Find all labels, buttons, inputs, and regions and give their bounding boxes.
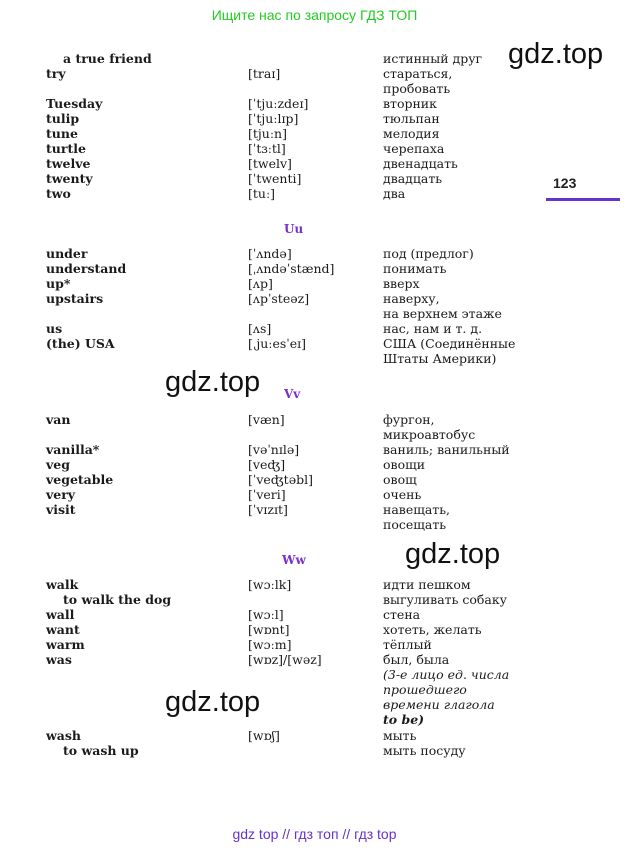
entry-meaning: навещать, bbox=[383, 502, 450, 517]
entry-word: under bbox=[46, 246, 88, 261]
entry-transcription: [ʌp] bbox=[248, 276, 273, 291]
entry-word: to walk the dog bbox=[63, 592, 172, 607]
entry-transcription: [ʌpˈsteəz] bbox=[248, 291, 310, 306]
dictionary-entry bbox=[0, 457, 560, 472]
entry-meaning: наверху, bbox=[383, 291, 440, 306]
entry-transcription: [ˈʌndə] bbox=[248, 246, 292, 261]
entry-meaning: овощ bbox=[383, 472, 417, 487]
entry-word: us bbox=[46, 321, 63, 336]
entry-meaning: времени глагола bbox=[383, 697, 495, 712]
dictionary-entry bbox=[0, 412, 560, 427]
entry-meaning: истинный друг bbox=[383, 51, 483, 66]
entry-transcription: [ˈveri] bbox=[248, 487, 286, 502]
entry-transcription: [ˈtjuːlɪp] bbox=[248, 111, 299, 126]
entry-word: walk bbox=[46, 577, 79, 592]
entry-word: a true friend bbox=[63, 51, 152, 66]
entry-transcription: [wɒz]/[wəz] bbox=[248, 652, 322, 667]
dictionary-entry bbox=[0, 607, 560, 622]
entry-meaning: вверх bbox=[383, 276, 420, 291]
entry-meaning: тюльпан bbox=[383, 111, 440, 126]
entry-word: very bbox=[46, 487, 76, 502]
entry-transcription: [ˈtwenti] bbox=[248, 171, 302, 186]
entry-meaning: хотеть, желать bbox=[383, 622, 482, 637]
entry-transcription: [vəˈnɪlə] bbox=[248, 442, 300, 457]
entry-word: upstairs bbox=[46, 291, 104, 306]
entry-meaning: прошедшего bbox=[383, 682, 467, 697]
dictionary-entry bbox=[0, 141, 560, 156]
entry-meaning: черепаха bbox=[383, 141, 445, 156]
entry-transcription: [wɔːlk] bbox=[248, 577, 292, 592]
entry-meaning: на верхнем этаже bbox=[383, 306, 502, 321]
dictionary-entry bbox=[0, 712, 560, 727]
dictionary-entry bbox=[0, 517, 560, 532]
entry-transcription: [ˌjuːesˈeɪ] bbox=[248, 336, 306, 351]
entry-word: wall bbox=[46, 607, 75, 622]
dictionary-entry bbox=[0, 126, 560, 141]
entry-word: try bbox=[46, 66, 66, 81]
entry-transcription: [ˈtɜːtl] bbox=[248, 141, 286, 156]
entry-meaning: ваниль; ванильный bbox=[383, 442, 510, 457]
entry-meaning: мыть посуду bbox=[383, 743, 466, 758]
watermark: gdz.top bbox=[405, 538, 501, 570]
entry-transcription: [ˈtjuːzdeɪ] bbox=[248, 96, 309, 111]
dictionary-entry bbox=[0, 592, 560, 607]
top-banner: Ищите нас по запросу ГДЗ ТОП bbox=[211, 7, 418, 23]
letter-heading-u: Uu bbox=[284, 222, 304, 236]
entry-meaning: фургон, bbox=[383, 412, 435, 427]
entry-meaning: под (предлог) bbox=[383, 246, 474, 261]
page-number: 123 bbox=[553, 175, 577, 191]
dictionary-entry bbox=[0, 111, 560, 126]
dictionary-entry bbox=[0, 667, 560, 682]
entry-transcription: [ˌʌndəˈstænd] bbox=[248, 261, 335, 276]
entry-word: (the) USA bbox=[46, 336, 115, 351]
entry-meaning: идти пешком bbox=[383, 577, 471, 592]
dictionary-entry bbox=[0, 291, 560, 306]
entry-transcription: [ˈvɪzɪt] bbox=[248, 502, 288, 517]
dictionary-entry bbox=[0, 351, 560, 366]
dictionary-entry bbox=[0, 442, 560, 457]
entry-word: vanilla* bbox=[46, 442, 100, 457]
entry-word: was bbox=[46, 652, 72, 667]
entry-transcription: [wɔːm] bbox=[248, 637, 292, 652]
entry-meaning: США (Соединённые bbox=[383, 336, 516, 351]
entry-meaning: вторник bbox=[383, 96, 437, 111]
dictionary-entry bbox=[0, 261, 560, 276]
entry-meaning: тёплый bbox=[383, 637, 432, 652]
entry-word: up* bbox=[46, 276, 71, 291]
entry-word: turtle bbox=[46, 141, 86, 156]
entry-meaning: посещать bbox=[383, 517, 447, 532]
dictionary-entry bbox=[0, 66, 560, 81]
entry-meaning: очень bbox=[383, 487, 422, 502]
entry-transcription: [tuː] bbox=[248, 186, 276, 201]
entry-transcription: [traɪ] bbox=[248, 66, 281, 81]
dictionary-entry bbox=[0, 156, 560, 171]
entry-word: vegetable bbox=[46, 472, 114, 487]
entry-word: veg bbox=[46, 457, 70, 472]
watermark: gdz.top bbox=[165, 366, 261, 398]
entry-word: to wash up bbox=[63, 743, 139, 758]
entry-transcription: [tjuːn] bbox=[248, 126, 287, 141]
dictionary-entry bbox=[0, 637, 560, 652]
dictionary-entry bbox=[0, 652, 560, 667]
entry-meaning: to be) bbox=[383, 712, 425, 727]
entry-word: warm bbox=[46, 637, 85, 652]
entry-meaning: пробовать bbox=[383, 81, 451, 96]
dictionary-entry bbox=[0, 743, 560, 758]
entry-word: want bbox=[46, 622, 80, 637]
dictionary-entry bbox=[0, 697, 560, 712]
entry-meaning: стараться, bbox=[383, 66, 453, 81]
entry-meaning: выгуливать собаку bbox=[383, 592, 508, 607]
dictionary-entry bbox=[0, 276, 560, 291]
dictionary-entry bbox=[0, 487, 560, 502]
entry-transcription: [twelv] bbox=[248, 156, 292, 171]
dictionary-entry bbox=[0, 186, 560, 201]
entry-meaning: мелодия bbox=[383, 126, 440, 141]
dictionary-entry bbox=[0, 502, 560, 517]
dictionary-entry bbox=[0, 577, 560, 592]
entry-meaning: нас, нам и т. д. bbox=[383, 321, 483, 336]
dictionary-entry bbox=[0, 728, 560, 743]
entry-word: wash bbox=[46, 728, 81, 743]
entry-word: van bbox=[46, 412, 71, 427]
entry-transcription: [wɔːl] bbox=[248, 607, 284, 622]
entry-word: twelve bbox=[46, 156, 91, 171]
entry-transcription: [ʌs] bbox=[248, 321, 272, 336]
entry-meaning: был, была bbox=[383, 652, 450, 667]
entry-meaning: стена bbox=[383, 607, 421, 622]
dictionary-entry bbox=[0, 96, 560, 111]
entry-meaning: овощи bbox=[383, 457, 426, 472]
dictionary-entry bbox=[0, 246, 560, 261]
watermark: gdz.top bbox=[508, 38, 604, 70]
entry-word: twenty bbox=[46, 171, 93, 186]
entry-transcription: [ˈveʤtəbl] bbox=[248, 472, 313, 487]
entry-meaning: понимать bbox=[383, 261, 447, 276]
dictionary-entry bbox=[0, 171, 560, 186]
watermark: gdz.top bbox=[165, 686, 261, 718]
footer-links[interactable]: gdz top // гдз топ // гдз top bbox=[232, 826, 397, 842]
letter-heading-w: Ww bbox=[282, 553, 306, 567]
dictionary-entry bbox=[0, 81, 560, 96]
entry-word: Tuesday bbox=[46, 96, 103, 111]
entry-word: visit bbox=[46, 502, 76, 517]
entry-transcription: [wɒʃ] bbox=[248, 728, 280, 743]
dictionary-entry bbox=[0, 336, 560, 351]
entry-meaning: микроавтобус bbox=[383, 427, 476, 442]
entry-word: understand bbox=[46, 261, 127, 276]
entry-word: tune bbox=[46, 126, 78, 141]
entry-meaning: двенадцать bbox=[383, 156, 458, 171]
dictionary-entry bbox=[0, 321, 560, 336]
entry-meaning: Штаты Америки) bbox=[383, 351, 497, 366]
entry-meaning: двадцать bbox=[383, 171, 443, 186]
entry-word: two bbox=[46, 186, 71, 201]
dictionary-entry bbox=[0, 622, 560, 637]
entry-meaning: два bbox=[383, 186, 406, 201]
dictionary-entry bbox=[0, 427, 560, 442]
dictionary-entry bbox=[0, 682, 560, 697]
entry-meaning: (3-е лицо ед. числа bbox=[383, 667, 510, 682]
entry-meaning: мыть bbox=[383, 728, 417, 743]
dictionary-entry bbox=[0, 306, 560, 321]
dictionary-entry bbox=[0, 472, 560, 487]
dictionary-entry bbox=[0, 51, 560, 66]
entry-transcription: [veʤ] bbox=[248, 457, 286, 472]
letter-heading-v: Vv bbox=[284, 387, 301, 401]
entry-word: tulip bbox=[46, 111, 80, 126]
entry-transcription: [wɒnt] bbox=[248, 622, 290, 637]
entry-transcription: [væn] bbox=[248, 412, 285, 427]
